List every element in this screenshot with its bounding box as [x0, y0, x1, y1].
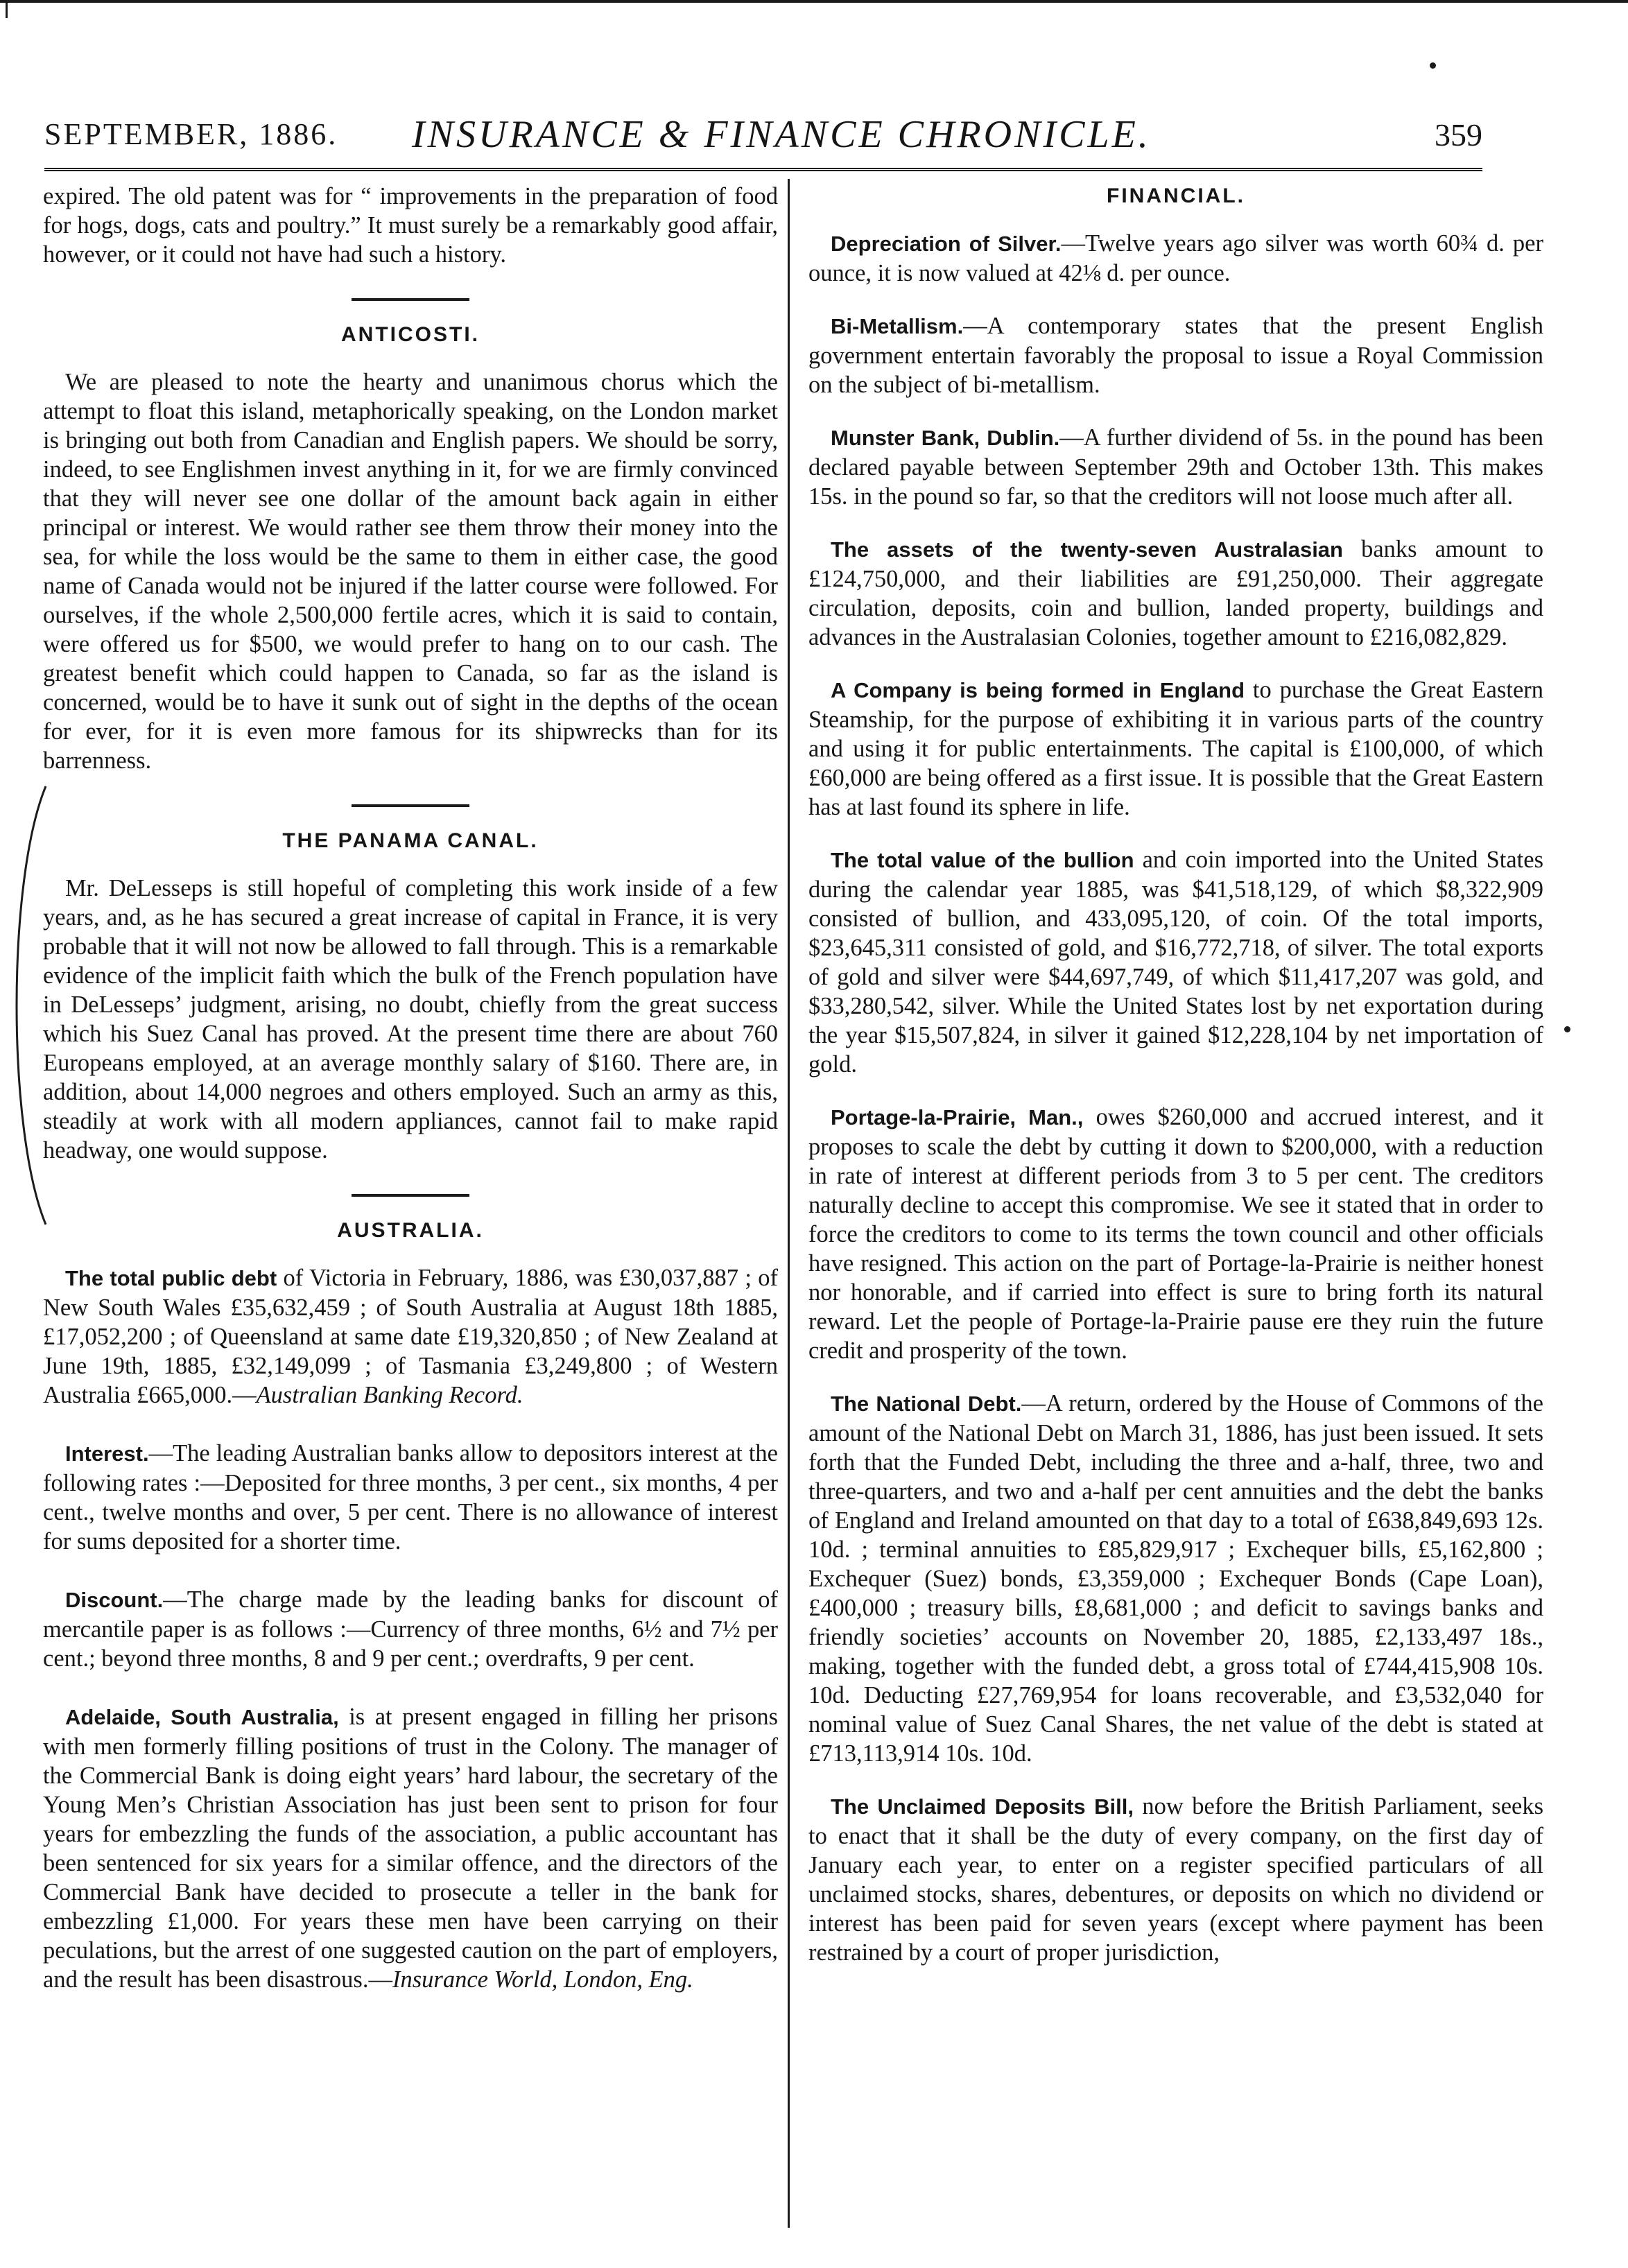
section-separator — [352, 298, 469, 301]
item-lead: Interest. — [65, 1442, 149, 1466]
item-body: now before the British Parliament, seeks to enact that it shall be the duty of every company, on the first day of January each year, to enter on a register specified particulars of all unclaimed stocks, shares, debentures, or deposits on which no dividend or interest has been paid for seven years (except where payment has been restrained by a court of proper jurisdiction, — [808, 1793, 1544, 1966]
bullion-item — [808, 845, 1543, 1079]
left-column — [43, 182, 778, 2023]
item-body: banks amount to £124,750,000, and their liabilities are £91,250,000. Their aggregate circulation, deposits, coin and bullion, landed property, buildings and advances in the Australasian Colonies, together amount to £216,082,829. — [808, 536, 1543, 650]
header-rule — [44, 168, 1482, 171]
page-number: 359 — [1435, 117, 1482, 153]
column-divider — [788, 179, 790, 2228]
item-lead: The assets of the twenty-seven Australasian — [831, 537, 1343, 562]
source-credit: Australian Banking Record. — [256, 1382, 523, 1408]
publication-title: INSURANCE & FINANCE CHRONICLE. — [412, 113, 1151, 156]
section-separator — [352, 1194, 469, 1197]
great-eastern-item — [808, 675, 1543, 822]
source-credit: Insurance World, London, Eng. — [392, 1966, 693, 1993]
portage-la-prairie-item — [808, 1102, 1543, 1365]
item-body: of Victoria in February, 1886, was £30,037,887 ; of New South Wales £35,632,459 ; of South Australia at August 18th 1885, £17,052,200 ; of Queensland at same date £19,320,850 ; of New Zealand at June 19th, 1885, £32,149,099 ; of Tasmania £3,249,800 ; of Western Australia £665,000.— — [43, 1265, 778, 1408]
munster-bank-item — [808, 423, 1543, 511]
section-heading-australia: AUSTRALIA. — [337, 1219, 484, 1242]
australasian-banks-item — [808, 535, 1543, 652]
scan-corner-mark — [6, 0, 8, 18]
section-separator — [352, 804, 469, 807]
item-lead: The total value of the bullion — [831, 848, 1134, 872]
scan-speck — [1564, 1026, 1570, 1032]
scan-speck — [1430, 62, 1436, 69]
section-heading-panama-canal: THE PANAMA CANAL. — [282, 829, 539, 852]
public-debt-item — [43, 1263, 778, 1410]
right-column — [808, 182, 1543, 1991]
item-lead: Portage-la-Prairie, Man., — [831, 1105, 1084, 1129]
item-body: to purchase the Great Eastern Steamship, for the purpose of exhibiting it in various parts of the country and using it for public entertainments. The capital is £100,000, of which £60,000 are being offered as a first issue. It is possible that the Great Eastern has at last found its sphere in life. — [808, 677, 1544, 820]
item-lead: The total public debt — [65, 1266, 277, 1290]
scan-edge-line — [0, 0, 1628, 3]
item-body: is at present engaged in filling her prisons with men formerly filling positions of trust in the Colony. The manager of the Commercial Bank is doing eight years’ hard labour, the secretary of the Young Men’s Christian Association has just been sent to prison for four years for embezzling the funds of the association, a public accountant has been sentenced for six years for a similar offence, and the directors of the Commercial Bank have decided to prosecute a teller in the bank for embezzling £1,000. For years these men have been carrying on their peculations, but the arrest of one suggested caution on the part of employers, and the result has been disastrous.— — [43, 1704, 778, 1993]
national-debt-item — [808, 1389, 1543, 1768]
item-body: —The leading Australian banks allow to depositors interest at the following rates :—Deposited for three months, 3 per cent., six months, 4 per cent., twelve months and over, 5 per cent. There is no allowance of interest for sums deposited for a shorter time. — [43, 1440, 778, 1555]
item-body: —Twelve years ago silver was worth 60¾ d. per ounce, it is now valued at 42⅛ d. per ounce. — [808, 230, 1543, 286]
continued-article-text: expired. The old patent was for “ improvements in the preparation of food for hogs, dogs, cats and poultry.” It must surely be a remarkably good affair, however, or it could not have had such a history. — [43, 183, 778, 268]
anticosti-article: We are pleased to note the hearty and unanimous chorus which the attempt to float this island, metaphorically speaking, on the London market is bringing out both from Canadian and English papers. We should be sorry, indeed, to see Englishmen invest anything in it, for we are firmly convinced that they will never see one dollar of the amount back again in either principal or interest. We would rather see them throw their money into the sea, for while the loss would be the same to them in either case, the good name of Canada would not be injured if the latter course were followed. For ourselves, if the whole 2,500,000 fertile acres, which it is said to contain, were offered us for $500, we would prefer to hang on to our cash. The greatest benefit which could happen to Canada, so far as the island is concerned, would be to have it sunk out of sight in the depths of the ocean for ever, for it is even more famous for its shipwrecks than for its barrenness. — [43, 369, 778, 774]
issue-date: SEPTEMBER, 1886. — [44, 117, 338, 151]
item-lead: A Company is being formed in England — [831, 678, 1245, 702]
item-body: and coin imported into the United States during the calendar year 1885, was $41,518,129, of which $8,322,909 consisted of bullion, and 433,095,120, of coin. Of the total imports, $23,645,311 consisted of gold, and $16,772,718, of silver. The total exports of gold and silver were $44,697,749, of which $11,417,207 was gold, and $33,280,542, silver. While the United States lost by net exportation during the year $15,507,824, in silver it gained $12,228,104 by net importation of gold. — [808, 847, 1543, 1077]
section-heading-financial: FINANCIAL. — [1107, 184, 1245, 207]
discount-item — [43, 1585, 778, 1673]
item-body: —A further dividend of 5s. in the pound has been declared payable between September 29th and October 13th. This makes 15s. in the pound so far, so that the creditors will not loose much after all. — [808, 424, 1543, 510]
running-head — [44, 112, 1482, 162]
adelaide-item — [43, 1702, 778, 1994]
item-body: —The charge made by the leading banks for discount of mercantile paper is as follows :—Currency of three months, 6½ and 7½ per cent.; beyond three months, 8 and 9 per cent.; overdrafts, 9 per cent. — [43, 1586, 778, 1672]
item-lead: Adelaide, South Australia, — [65, 1705, 339, 1729]
interest-item — [43, 1439, 778, 1556]
item-lead: The National Debt. — [831, 1392, 1022, 1416]
item-body: owes $260,000 and accrued interest, and it proposes to scale the debt by cutting it down to $200,000, with a reduction in rate of interest at different periods from 3 to 5 per cent. The creditors naturally decline to accept this compromise. We see it stated that in order to force the creditors to come to its terms the town council and other officials have resigned. This action on the part of Portage-la-Prairie is neither honest nor honorable, and if carried into effect is sure to bring forth its natural reward. Let the people of Portage-la-Prairie pause ere they ruin the future credit and prosperity of the town. — [808, 1104, 1543, 1364]
section-heading-anticosti: ANTICOSTI. — [341, 323, 480, 346]
unclaimed-deposits-item — [808, 1792, 1543, 1967]
item-body: —A contemporary states that the present English government entertain favorably the proposal to issue a Royal Commission on the subject of bi-metallism. — [808, 313, 1543, 398]
item-body: —A return, ordered by the House of Commons of the amount of the National Debt on March 31, 1886, has just been issued. It sets forth that the Funded Debt, including the three and a-half, three, two and three-quarters, and two and a-half per cent annuities and the debt the banks of England and Ireland amounted on that day to a total of £638,849,693 12s. 10d. ; terminal annuities to £85,829,917 ; Exchequer bills, £5,162,800 ; Exchequer (Suez) bonds, £3,359,000 ; Exchequer Bonds (Cape Loan), £400,000 ; treasury bills, £8,681,000 ; and deficit to savings banks and friendly societies’ accounts on November 20, 1885, £2,133,497 18s., making, together with the funded debt, a gross total of £744,415,908 10s. 10d. Deducting £27,769,954 for loans recoverable, and £3,532,040 for nominal value of Suez Canal Shares, the net value of the debt is stated at £713,113,914 10s. 10d. — [808, 1390, 1543, 1767]
silver-item — [808, 229, 1543, 288]
item-lead: The Unclaimed Deposits Bill, — [831, 1794, 1134, 1819]
item-lead: Discount. — [65, 1588, 164, 1612]
panama-canal-article: Mr. DeLesseps is still hopeful of completing this work inside of a few years, and, as he has secured a great increase of capital in France, it is very probable that it will not now be allowed to fall through. This is a remarkable evidence of the implicit faith which the bulk of the French population have in DeLesseps’ judgment, arising, no doubt, chiefly from the great success which his Suez Canal has proved. At the present time there are about 760 Europeans employed, at an average monthly salary of $160. There are, in addition, about 14,000 negroes and others employed. Such an army as this, steadily at work with all modern appliances, cannot fail to make rapid headway, one would suppose. — [43, 875, 778, 1163]
bimetallism-item — [808, 311, 1543, 399]
item-lead: Munster Bank, Dublin. — [831, 426, 1060, 450]
item-lead: Depreciation of Silver. — [831, 232, 1062, 256]
item-lead: Bi-Metallism. — [831, 314, 964, 338]
